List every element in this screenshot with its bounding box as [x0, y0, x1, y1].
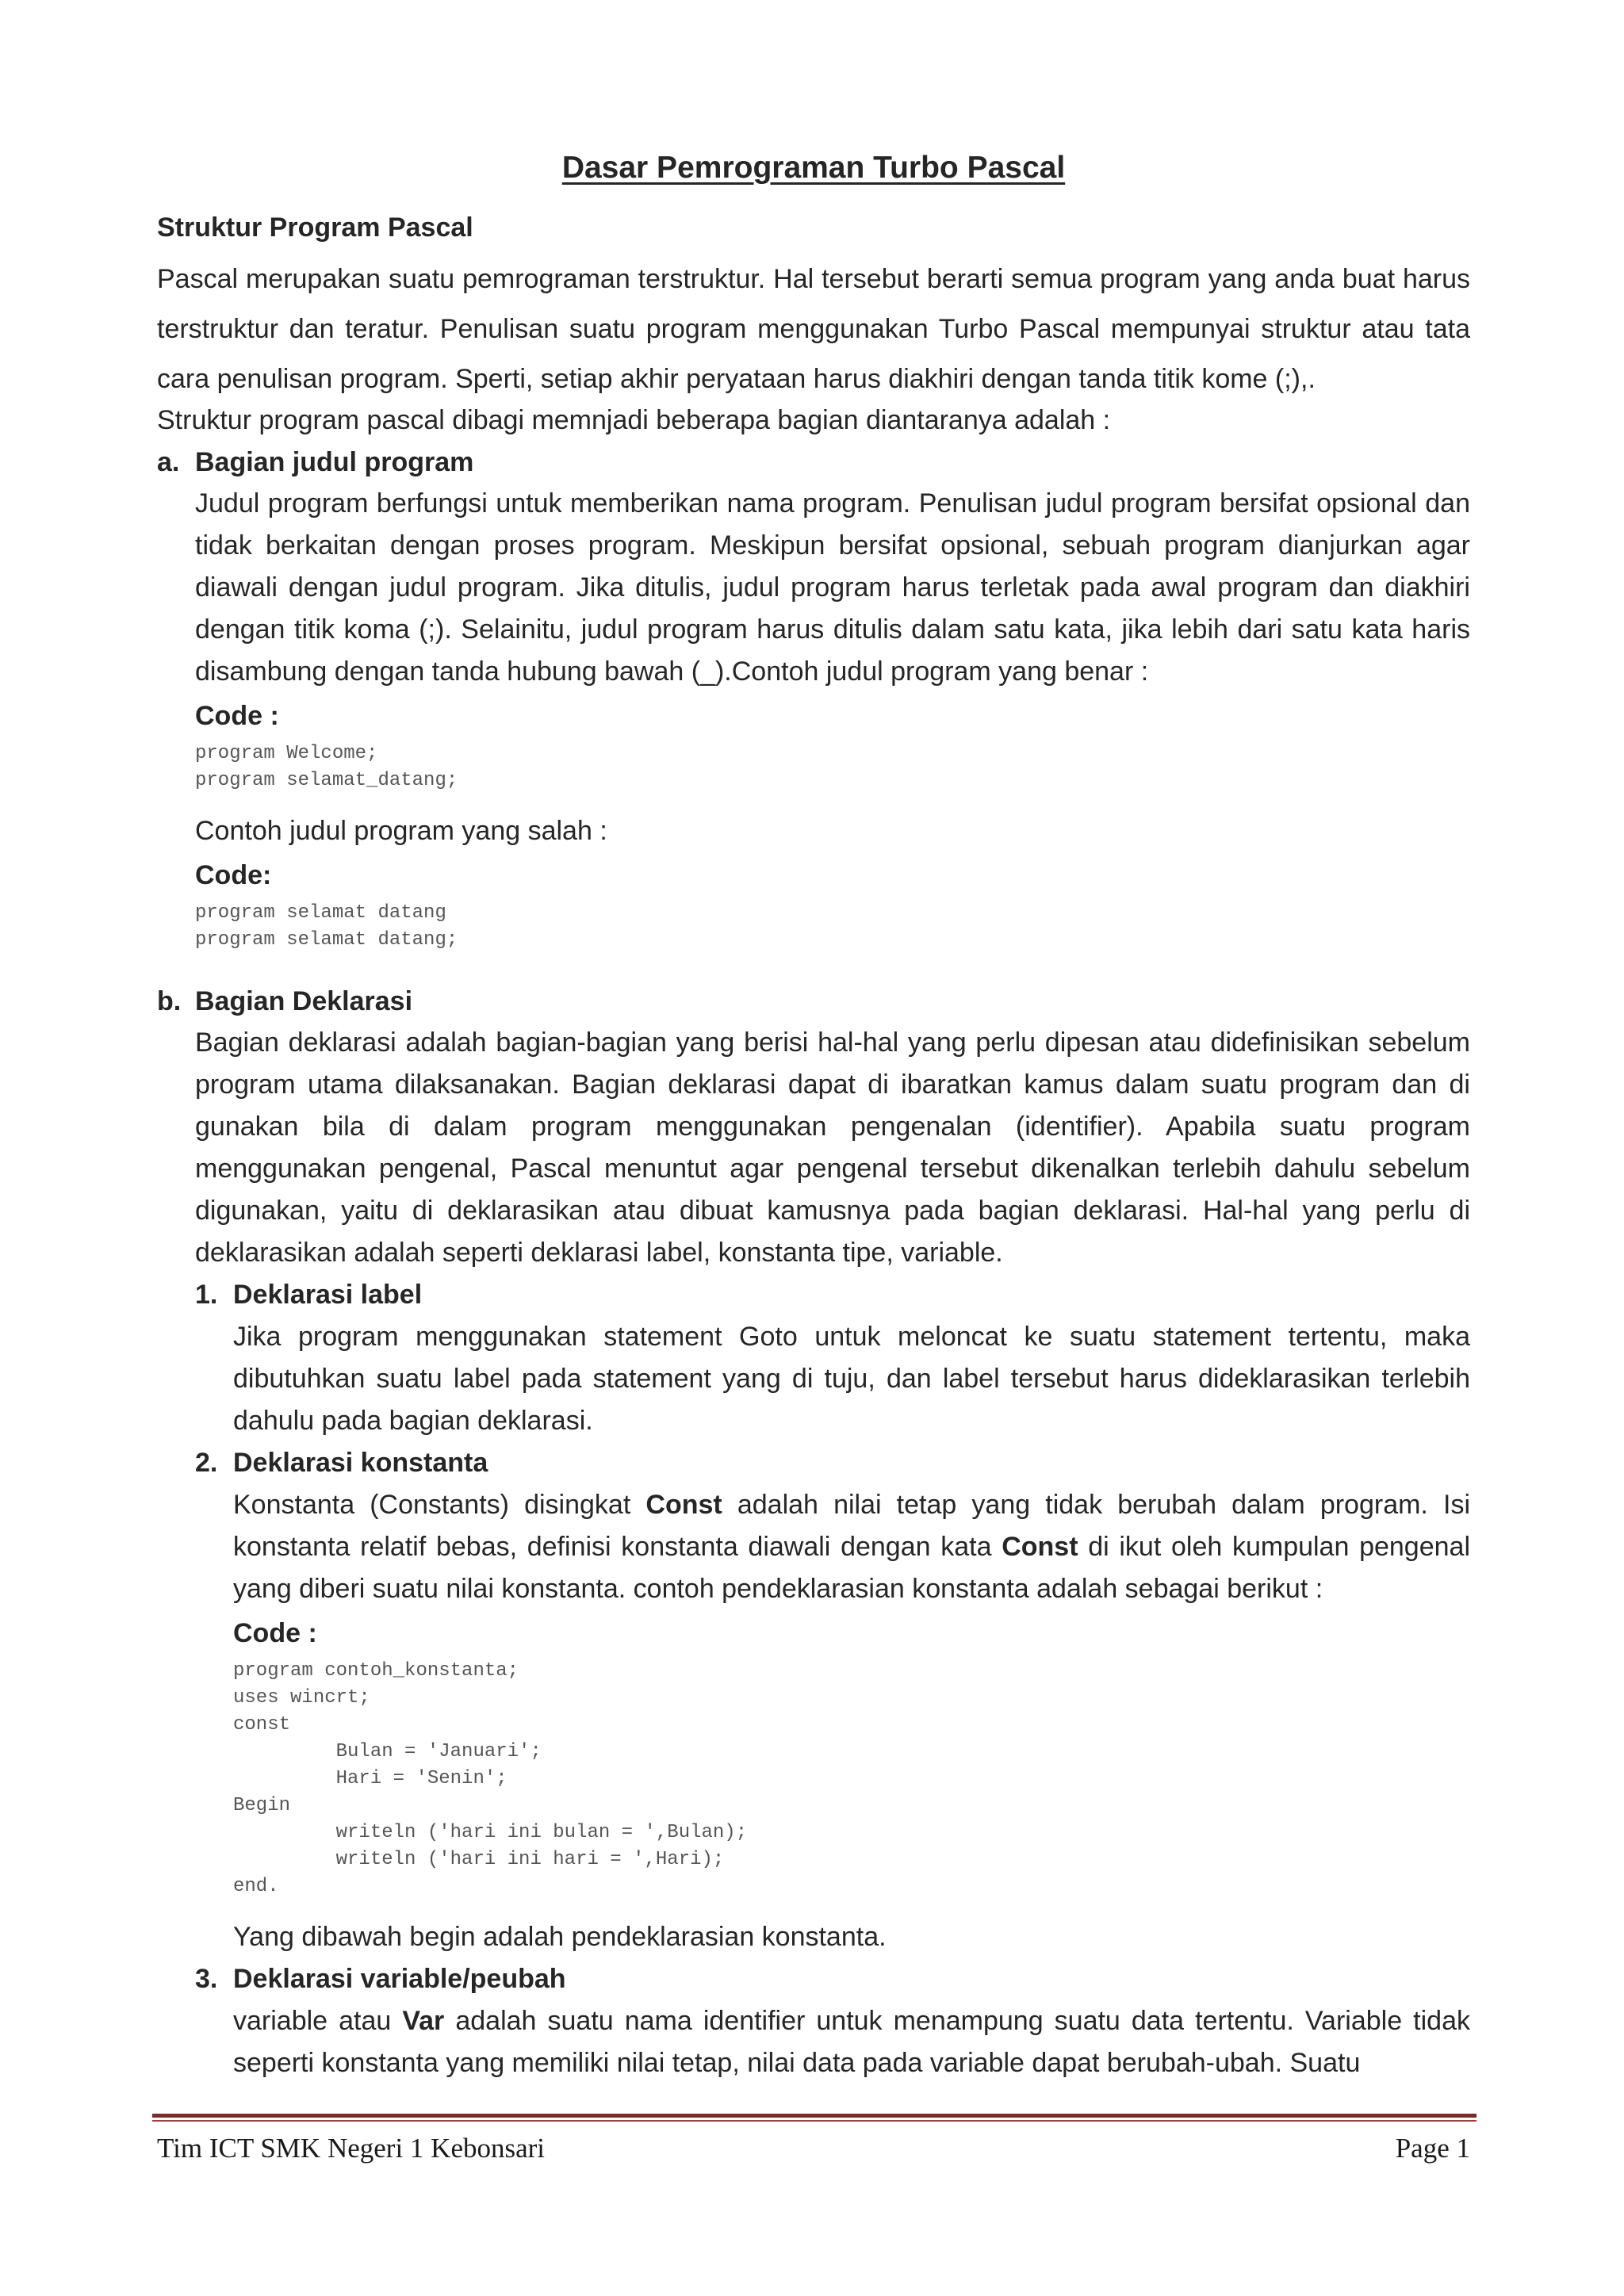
part-b	[157, 981, 1470, 2084]
part-a-body: Judul program berfungsi untuk memberikan nama program. Penulisan judul program bersifat opsional dan tidak berkaitan dengan proses program. Meskipun bersifat opsional, sebuah program dianjurkan agar diawali dengan judul program. Jika ditulis, judul program harus terletak pada awal program dan diakhiri dengan titik koma (;). Selainitu, judul program harus ditulis dalam satu kata, jika lebih dari satu kata haris disambung dengan tanda hubung bawah (_).Contoh judul program yang benar :	[195, 488, 1470, 687]
footer-page-number: Page 1	[1395, 2133, 1470, 2164]
code-label-2: Code:	[195, 860, 272, 890]
item-3-heading	[195, 1958, 1470, 2000]
code-label-3: Code :	[233, 1618, 317, 1648]
item-1-marker: 1.	[195, 1280, 218, 1310]
item-2-after-code: Yang dibawah begin adalah pendeklarasian konstanta.	[233, 1922, 887, 1952]
code-block-correct: program Welcome; program selamat_datang;	[195, 743, 458, 791]
part-b-heading	[157, 981, 1470, 1022]
code-block-konstanta: program contoh_konstanta; uses wincrt; const Bulan = 'Januari'; Hari = 'Senin'; Begin writeln ('hari ini bulan = ',Bulan); writeln ('hari ini hari = ',Hari); end.	[233, 1660, 748, 1897]
part-b-marker: b.	[157, 986, 182, 1016]
part-b-body: Bagian deklarasi adalah bagian-bagian yang berisi hal-hal yang perlu dipesan atau didefinisikan sebelum program utama dilaksanakan. Bagian deklarasi dapat di ibaratkan kamus dalam suatu program dan di gunakan bila di dalam program menggunakan pengenalan (identifier). Apabila suatu program menggunakan pengenal, Pascal menuntut agar pengenal tersebut dikenalkan terlebih dahulu sebelum digunakan, yaitu di deklarasikan atau dibuat kamusnya pada bagian deklarasi. Hal-hal yang perlu di deklarasikan adalah seperti deklarasi label, konstanta tipe, variable.	[195, 1027, 1470, 1268]
code-label-1: Code :	[195, 701, 279, 731]
part-a-heading	[157, 442, 1470, 483]
footer-divider	[152, 2114, 1477, 2122]
item-2-body	[233, 1484, 1470, 1610]
item-2-body-part3: di ikut oleh kumpulan pengenal yang diberi suatu nilai konstanta. contoh pendeklarasian konstanta adalah sebagai berikut :	[233, 1532, 1470, 1604]
item-3-body	[233, 2000, 1470, 2084]
item-1-body: Jika program menggunakan statement Goto untuk meloncat ke suatu statement tertentu, maka dibutuhkan suatu label pada statement yang di tuju, dan label tersebut harus dideklarasikan terlebih dahulu pada bagian deklarasi.	[233, 1322, 1470, 1436]
item-3-body-bold1: Var	[402, 2006, 445, 2036]
item-2-marker: 2.	[195, 1448, 218, 1478]
part-a-heading-text: Bagian judul program	[195, 447, 474, 477]
item-2-body-part2: adalah nilai tetap yang tidak berubah dalam program. Isi konstanta relatif bebas, definisi konstanta diawali dengan kata	[233, 1490, 1470, 1562]
intro-paragraph: Pascal merupakan suatu pemrograman terstruktur. Hal tersebut berarti semua program yang anda buat harus terstruktur dan teratur. Penulisan suatu program menggunakan Turbo Pascal mempunyai struktur atau tata cara penulisan program. Sperti, setiap akhir peryataan harus diakhiri dengan tanda titik kome (;),.	[157, 264, 1470, 394]
item-3-heading-text: Deklarasi variable/peubah	[233, 1964, 566, 1994]
part-a-marker: a.	[157, 447, 180, 477]
intro-paragraph-2: Struktur program pascal dibagi memnjadi beberapa bagian diantaranya adalah :	[157, 405, 1111, 435]
code-block-wrong: program selamat datang program selamat datang;	[195, 902, 458, 951]
section-heading: Struktur Program Pascal	[157, 212, 473, 243]
footer-divider-thin	[152, 2120, 1477, 2122]
item-2-heading	[195, 1442, 1470, 1484]
wrong-example-intro: Contoh judul program yang salah :	[195, 816, 607, 846]
item-1-heading	[195, 1274, 1470, 1316]
item-2-body-bold2: Const	[1002, 1532, 1078, 1562]
item-1-heading-text: Deklarasi label	[233, 1280, 423, 1310]
item-2-body-part1: Konstanta (Constants) disingkat	[233, 1490, 646, 1520]
item-3-marker: 3.	[195, 1964, 218, 1994]
page-title: Dasar Pemrograman Turbo Pascal	[561, 151, 1066, 185]
item-2-body-bold1: Const	[645, 1490, 722, 1520]
item-2-heading-text: Deklarasi konstanta	[233, 1448, 488, 1478]
footer-author: Tim ICT SMK Negeri 1 Kebonsari	[157, 2133, 546, 2164]
part-b-heading-text: Bagian Deklarasi	[195, 986, 413, 1016]
item-3-body-part1: variable atau	[233, 2006, 403, 2036]
footer-divider-thick	[152, 2114, 1477, 2118]
item-3-body-part2: adalah suatu nama identifier untuk menampung suatu data tertentu. Variable tidak seperti konstanta yang memiliki nilai tetap, nilai data pada variable dapat berubah-ubah. Suatu	[233, 2006, 1470, 2078]
page-content	[157, 151, 1470, 2084]
part-a	[157, 442, 1470, 954]
